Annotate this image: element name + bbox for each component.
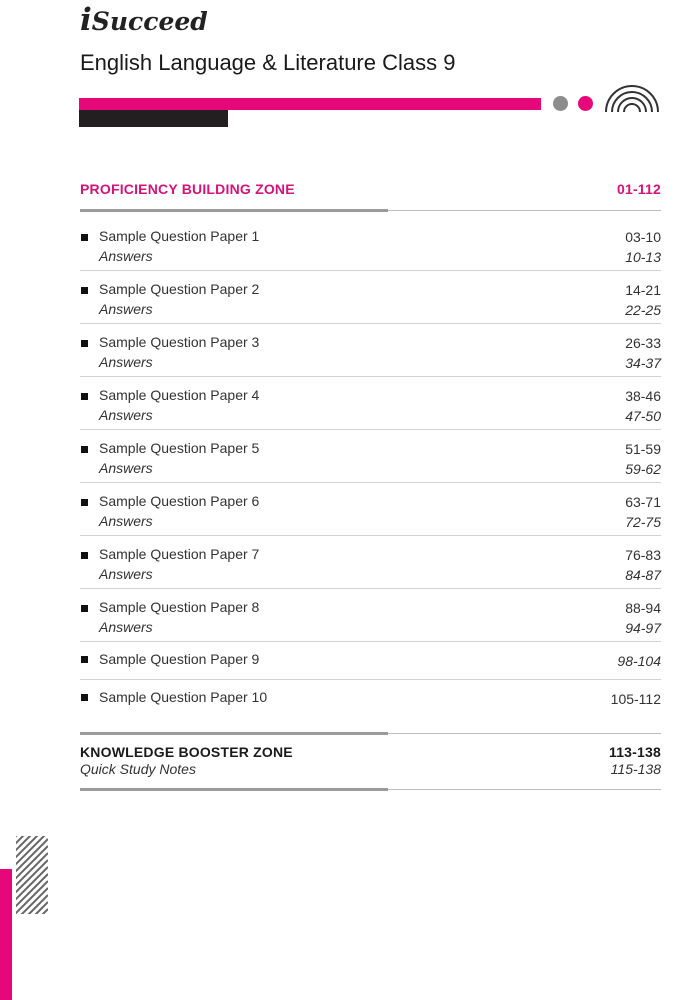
square-bullet-icon <box>81 340 88 347</box>
diagonal-hatch-icon <box>16 836 48 914</box>
zone-title: PROFICIENCY BUILDING ZONE <box>80 181 295 197</box>
paper-title: Sample Question Paper 10 <box>99 689 268 705</box>
concentric-arcs-icon <box>599 68 665 114</box>
paper-title: Sample Question Paper 8 <box>99 599 260 615</box>
toc-list <box>80 218 661 718</box>
paper-pages: 03-10 <box>625 229 661 245</box>
paper-pages: 76-83 <box>625 547 661 563</box>
toc-entry-10 <box>80 680 661 718</box>
paper-pages: 38-46 <box>625 388 661 404</box>
square-bullet-icon <box>81 499 88 506</box>
toc-entry-2 <box>80 271 661 324</box>
answers-pages: 72-75 <box>625 514 661 530</box>
square-bullet-icon <box>81 393 88 400</box>
toc-entry-4 <box>80 377 661 430</box>
answers-label: Answers <box>99 460 153 476</box>
paper-pages: 98-104 <box>617 653 661 669</box>
paper-pages: 51-59 <box>625 441 661 457</box>
grey-dot-decoration <box>553 96 568 111</box>
paper-pages: 26-33 <box>625 335 661 351</box>
square-bullet-icon <box>81 234 88 241</box>
answers-pages: 47-50 <box>625 408 661 424</box>
toc-entry-6 <box>80 483 661 536</box>
answers-label: Answers <box>99 566 153 582</box>
zone-pages: 113-138 <box>608 744 661 760</box>
zone-pages: 01-112 <box>616 181 661 197</box>
answers-pages: 59-62 <box>625 461 661 477</box>
paper-title: Sample Question Paper 6 <box>99 493 260 509</box>
paper-pages: 88-94 <box>625 600 661 616</box>
answers-label: Answers <box>99 354 153 370</box>
paper-title: Sample Question Paper 2 <box>99 281 260 297</box>
square-bullet-icon <box>81 287 88 294</box>
paper-title: Sample Question Paper 7 <box>99 546 260 562</box>
brand-logo-i: i <box>80 2 92 38</box>
paper-title: Sample Question Paper 9 <box>99 651 260 667</box>
square-bullet-icon <box>81 446 88 453</box>
answers-label: Answers <box>99 301 153 317</box>
paper-pages: 14-21 <box>625 282 661 298</box>
answers-pages: 94-97 <box>625 620 661 636</box>
paper-title: Sample Question Paper 1 <box>99 228 260 244</box>
answers-label: Answers <box>99 407 153 423</box>
square-bullet-icon <box>81 552 88 559</box>
toc-entry-9 <box>80 642 661 680</box>
zone-title: KNOWLEDGE BOOSTER ZONE <box>80 744 293 760</box>
book-title: English Language & Literature Class 9 <box>80 50 456 75</box>
proficiency-zone-heading <box>80 181 661 197</box>
pink-dot-decoration <box>578 96 593 111</box>
square-bullet-icon <box>81 656 88 663</box>
paper-pages: 63-71 <box>625 494 661 510</box>
square-bullet-icon <box>81 694 88 701</box>
knowledge-zone-heading <box>80 744 661 760</box>
square-bullet-icon <box>81 605 88 612</box>
quick-study-notes-entry <box>80 761 661 777</box>
answers-pages: 84-87 <box>625 567 661 583</box>
notes-label: Quick Study Notes <box>80 761 196 777</box>
zone-divider <box>80 209 661 212</box>
brand-logo-text: Succeed <box>91 7 208 36</box>
side-accent-bar <box>0 869 12 1000</box>
paper-title: Sample Question Paper 5 <box>99 440 260 456</box>
answers-label: Answers <box>99 248 153 264</box>
toc-entry-1 <box>80 218 661 271</box>
zone-divider <box>80 788 661 791</box>
answers-pages: 22-25 <box>625 302 661 318</box>
paper-pages: 105-112 <box>610 691 661 707</box>
paper-title: Sample Question Paper 4 <box>99 387 260 403</box>
brand-logo <box>80 2 208 38</box>
zone-divider <box>80 732 661 735</box>
answers-label: Answers <box>99 513 153 529</box>
answers-pages: 10-13 <box>625 249 661 265</box>
toc-entry-3 <box>80 324 661 377</box>
header-dark-bar <box>79 110 228 127</box>
header-accent-bar <box>79 98 541 110</box>
paper-title: Sample Question Paper 3 <box>99 334 260 350</box>
answers-pages: 34-37 <box>625 355 661 371</box>
toc-entry-7 <box>80 536 661 589</box>
notes-pages: 115-138 <box>610 761 661 777</box>
answers-label: Answers <box>99 619 153 635</box>
toc-entry-8 <box>80 589 661 642</box>
toc-entry-5 <box>80 430 661 483</box>
